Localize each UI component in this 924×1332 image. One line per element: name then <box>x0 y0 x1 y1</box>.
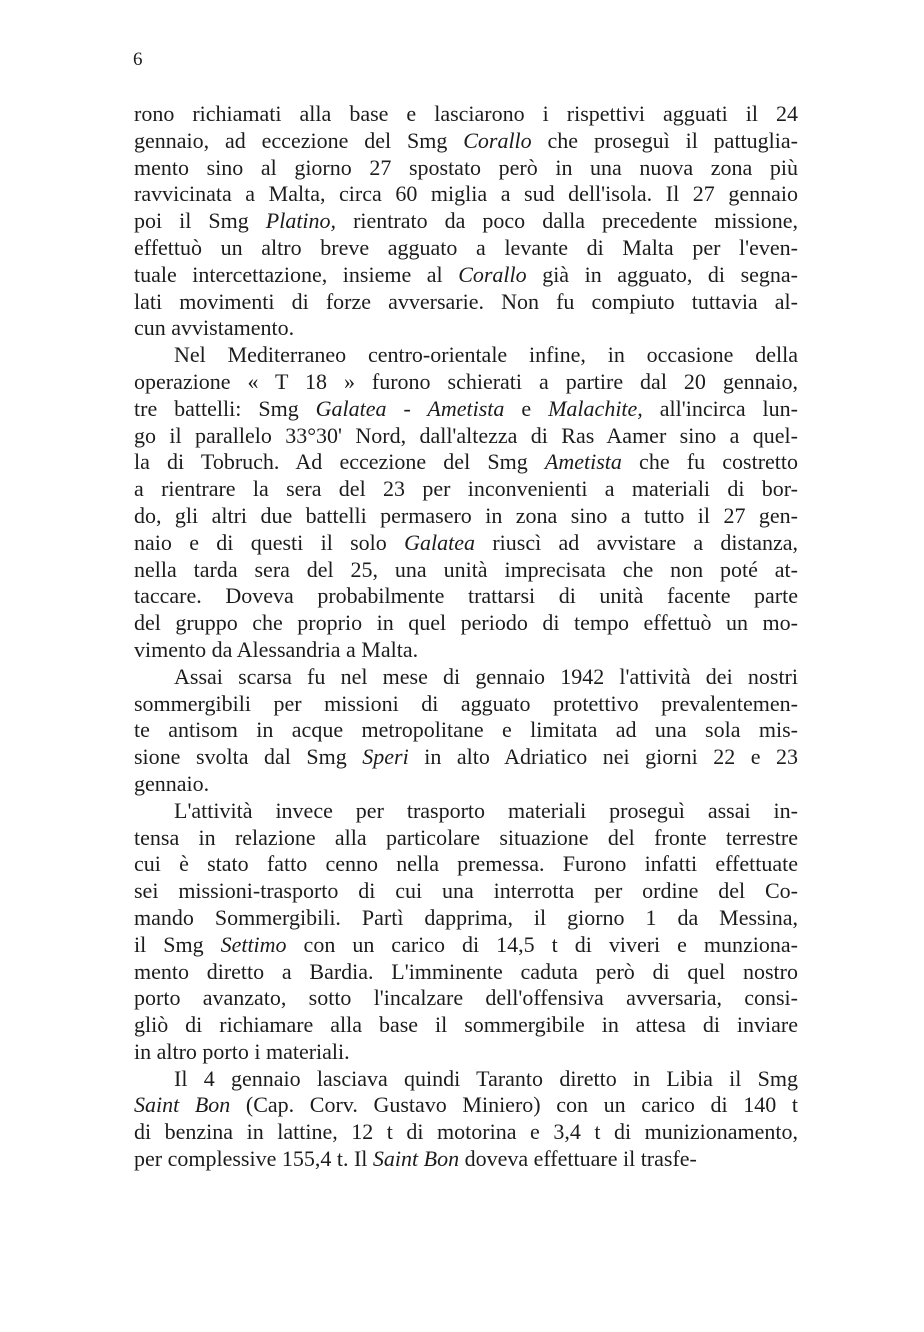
text-line <box>134 825 798 852</box>
italic-text-segment: Galatea <box>404 529 476 555</box>
text-segment: taccare. Doveva probabilmente trattarsi di unità facente parte <box>134 583 798 609</box>
text-segment: a rientrare la sera del 23 per inconvenienti a materiali di bor- <box>134 476 798 502</box>
text-line <box>134 637 798 664</box>
text-segment: do, gli altri due battelli permasero in zona sino a tutto il 27 gen- <box>134 502 798 528</box>
text-line <box>134 798 798 825</box>
text-line <box>134 315 798 342</box>
text-segment: operazione « T 18 » furono schierati a partire dal 20 gennaio, <box>134 368 798 394</box>
text-line <box>134 932 798 959</box>
text-line <box>134 289 798 316</box>
text-line <box>134 878 798 905</box>
text-segment: gliò di richiamare alla base il sommergibile in attesa di inviare <box>134 1012 798 1038</box>
text-body <box>134 101 798 1173</box>
text-segment: go il parallelo 33°30' Nord, dall'altezza di Ras Aamer sino a quel- <box>134 422 798 448</box>
text-line <box>134 128 798 155</box>
text-line <box>134 101 798 128</box>
text-segment: gennaio. <box>134 770 210 796</box>
italic-text-segment: Saint Bon <box>134 1092 231 1118</box>
italic-text-segment: Corallo <box>463 127 532 153</box>
text-line <box>134 1039 798 1066</box>
text-line <box>134 476 798 503</box>
text-segment: sommergibili per missioni di agguato protettivo prevalentemen- <box>134 690 798 716</box>
text-segment: L'attività invece per trasporto materiali proseguì assai in- <box>174 797 798 823</box>
page-number: 6 <box>133 49 143 70</box>
text-line <box>134 744 798 771</box>
paragraph <box>134 664 798 798</box>
text-line <box>134 396 798 423</box>
text-segment: Assai scarsa fu nel mese di gennaio 1942 l'attività dei nostri <box>174 663 798 689</box>
text-segment: in alto Adriatico nei giorni 22 e 23 <box>408 744 798 770</box>
text-line <box>134 181 798 208</box>
text-line <box>134 449 798 476</box>
text-line <box>134 583 798 610</box>
text-segment: naio e di questi il solo <box>134 529 405 555</box>
text-line <box>134 503 798 530</box>
text-segment: che fu costretto <box>621 449 798 475</box>
text-segment: poi il Smg <box>134 208 266 234</box>
text-line <box>134 1119 798 1146</box>
text-segment: rientrato da poco dalla precedente missione, <box>336 208 798 234</box>
text-segment: il Smg <box>134 931 221 957</box>
text-segment: la di Tobruch. Ad eccezione del Smg <box>134 449 545 475</box>
text-line <box>134 208 798 235</box>
text-line <box>134 557 798 584</box>
text-line <box>134 610 798 637</box>
text-line <box>134 1066 798 1093</box>
text-line <box>134 771 798 798</box>
text-segment: cui è stato fatto cenno nella premessa. Furono infatti effettuate <box>134 851 798 877</box>
text-line <box>134 851 798 878</box>
text-segment: Il 4 gennaio lasciava quindi Taranto diretto in Libia il Smg <box>174 1065 798 1091</box>
text-segment: del gruppo che proprio in quel periodo di tempo effettuò un mo- <box>134 610 798 636</box>
paragraph <box>134 342 798 664</box>
text-segment: all'incirca lun- <box>642 395 798 421</box>
paragraph <box>134 1066 798 1173</box>
text-line <box>134 1146 798 1173</box>
text-segment: sei missioni-trasporto di cui una interrotta per ordine del Co- <box>134 878 798 904</box>
text-segment: gennaio, ad eccezione del Smg <box>134 127 464 153</box>
text-segment: per complessive 155,4 t. Il <box>134 1146 373 1172</box>
text-segment: riuscì ad avvistare a distanza, <box>475 529 798 555</box>
text-line <box>134 905 798 932</box>
paragraph <box>134 798 798 1066</box>
text-segment: nella tarda sera del 25, una unità imprecisata che non poté at- <box>134 556 798 582</box>
text-segment: tensa in relazione alla particolare situazione del fronte terrestre <box>134 824 798 850</box>
text-segment: con un carico di 14,5 t di viveri e munziona- <box>286 931 798 957</box>
text-segment: già in agguato, di segna- <box>526 261 798 287</box>
text-line <box>134 985 798 1012</box>
italic-text-segment: Settimo <box>220 931 287 957</box>
text-segment: lati movimenti di forze avversarie. Non fu compiuto tuttavia al- <box>134 288 798 314</box>
text-segment: mento sino al giorno 27 spostato però in una nuova zona più <box>134 154 798 180</box>
paragraph <box>134 101 798 342</box>
text-line <box>134 342 798 369</box>
text-segment: mando Sommergibili. Partì dapprima, il giorno 1 da Messina, <box>134 904 798 930</box>
text-segment: tuale intercettazione, insieme al <box>134 261 459 287</box>
text-segment: Nel Mediterraneo centro-orientale infine, in occasione della <box>174 342 798 368</box>
text-segment: in altro porto i materiali. <box>134 1038 350 1064</box>
text-segment: effettuò un altro breve agguato a levante di Malta per l'even- <box>134 234 798 260</box>
text-segment: tre battelli: Smg <box>134 395 316 421</box>
text-line <box>134 691 798 718</box>
text-segment: porto avanzato, sotto l'incalzare dell'offensiva avversaria, consi- <box>134 985 798 1011</box>
text-segment: rono richiamati alla base e lasciarono i rispettivi agguati il 24 <box>134 101 798 126</box>
text-line <box>134 262 798 289</box>
text-line <box>134 155 798 182</box>
text-line <box>134 530 798 557</box>
text-line <box>134 423 798 450</box>
text-segment: vimento da Alessandria a Malta. <box>134 636 419 662</box>
text-line <box>134 1092 798 1119</box>
italic-text-segment: Malachite, <box>548 395 643 421</box>
text-line <box>134 664 798 691</box>
text-segment: cun avvistamento. <box>134 315 295 341</box>
text-line <box>134 717 798 744</box>
text-segment: (Cap. Corv. Gustavo Miniero) con un carico di 140 t <box>230 1092 798 1118</box>
text-line <box>134 1012 798 1039</box>
text-segment: ravvicinata a Malta, circa 60 miglia a sud dell'isola. Il 27 gennaio <box>134 181 798 207</box>
text-segment: sione svolta dal Smg <box>134 744 363 770</box>
italic-text-segment: Corallo <box>458 261 527 287</box>
italic-text-segment: Ametista <box>544 449 622 475</box>
text-segment: che proseguì il pattuglia- <box>531 127 798 153</box>
text-segment: e <box>504 395 549 421</box>
text-line <box>134 235 798 262</box>
text-line <box>134 959 798 986</box>
text-segment: mento diretto a Bardia. L'imminente caduta però di quel nostro <box>134 958 798 984</box>
text-segment: doveva effettuare il trasfe- <box>459 1146 697 1172</box>
italic-text-segment: Platino, <box>265 208 337 234</box>
italic-text-segment: Speri <box>362 744 409 770</box>
text-segment: te antisom in acque metropolitane e limitata ad una sola mis- <box>134 717 798 743</box>
italic-text-segment: Saint Bon <box>372 1146 460 1172</box>
italic-text-segment: Galatea - Ametista <box>315 395 505 421</box>
text-segment: di benzina in lattine, 12 t di motorina e 3,4 t di munizionamento, <box>134 1119 798 1145</box>
text-line <box>134 369 798 396</box>
